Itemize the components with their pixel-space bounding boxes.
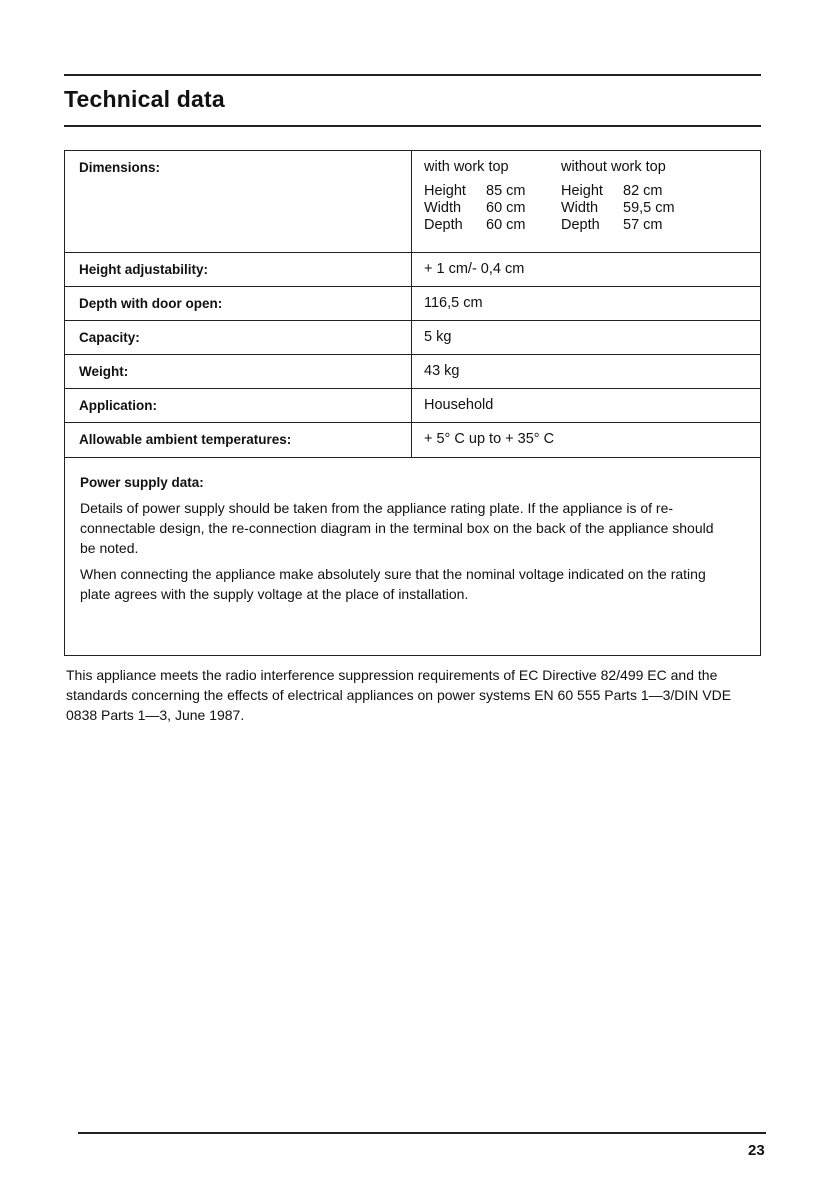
spec-value: + 5° C up to + 35° C	[424, 431, 555, 447]
spec-row-weight	[65, 355, 760, 389]
spec-value: 5 kg	[424, 329, 452, 345]
dimension-line	[561, 200, 721, 217]
dimension-value: 57 cm	[623, 217, 663, 233]
spec-value: 116,5 cm	[424, 295, 483, 311]
column-heading: without work top	[561, 159, 666, 175]
dimension-name: Width	[424, 200, 462, 216]
with-work-top-column	[424, 159, 561, 234]
spec-row-capacity	[65, 321, 760, 355]
dimension-value: 60 cm	[486, 217, 526, 233]
spec-value: 43 kg	[424, 363, 460, 379]
dimension-value: 85 cm	[486, 183, 526, 199]
page-title: Technical data	[64, 86, 225, 112]
spec-row-depth-door-open	[65, 287, 760, 321]
spec-label: Dimensions:	[65, 151, 412, 252]
power-supply-paragraph-2: When connecting the appliance make absolutely sure that the nominal voltage indicated on the rating plate agrees with the supply voltage at the place of installation.	[80, 566, 706, 602]
spec-value-dimensions	[412, 151, 760, 252]
dimension-line	[424, 217, 561, 234]
spec-label: Weight:	[65, 355, 412, 388]
dimensions-grid	[424, 159, 760, 234]
dimension-line	[424, 183, 561, 200]
dimension-value: 59,5 cm	[623, 200, 675, 216]
power-supply-paragraph-1: Details of power supply should be taken from the appliance rating plate. If the appliance is of re-connectable design, the re-connection diagram in the terminal box on the back of the appliance should be noted.	[80, 500, 714, 556]
spec-table	[64, 150, 761, 458]
dimension-name: Height	[424, 183, 466, 199]
bottom-rule	[78, 1132, 766, 1134]
spec-label: Application:	[65, 389, 412, 422]
dimension-name: Width	[561, 200, 599, 216]
dimension-line	[424, 200, 561, 217]
power-supply-box	[64, 453, 761, 656]
dimension-name: Height	[561, 183, 603, 199]
dimension-name: Depth	[424, 217, 463, 233]
spec-value: Household	[424, 397, 494, 413]
dimension-line	[561, 217, 721, 234]
without-work-top-column	[561, 159, 721, 234]
power-supply-heading: Power supply data:	[80, 475, 204, 490]
spec-label: Height adjustability:	[65, 253, 412, 286]
spec-row-dimensions	[65, 151, 760, 253]
spec-label: Depth with door open:	[65, 287, 412, 320]
dimension-value: 60 cm	[486, 200, 526, 216]
column-heading: with work top	[424, 159, 509, 175]
compliance-note: This appliance meets the radio interference suppression requirements of EC Directive 82/499 EC and the standards concerning the effects of electrical appliances on power systems EN 60 555 Parts 1—3/DIN VDE 0838 Parts 1—3, June 1987.	[66, 667, 732, 723]
spec-label: Capacity:	[65, 321, 412, 354]
top-rule	[64, 74, 761, 76]
title-underline-rule	[64, 125, 761, 127]
spec-label: Allowable ambient temperatures:	[65, 423, 412, 457]
page-number: 23	[748, 1142, 765, 1159]
dimension-line	[561, 183, 721, 200]
spec-value: + 1 cm/- 0,4 cm	[424, 261, 525, 277]
spec-row-height-adjustability	[65, 253, 760, 287]
dimension-value: 82 cm	[623, 183, 663, 199]
dimension-name: Depth	[561, 217, 600, 233]
spec-row-application	[65, 389, 760, 423]
